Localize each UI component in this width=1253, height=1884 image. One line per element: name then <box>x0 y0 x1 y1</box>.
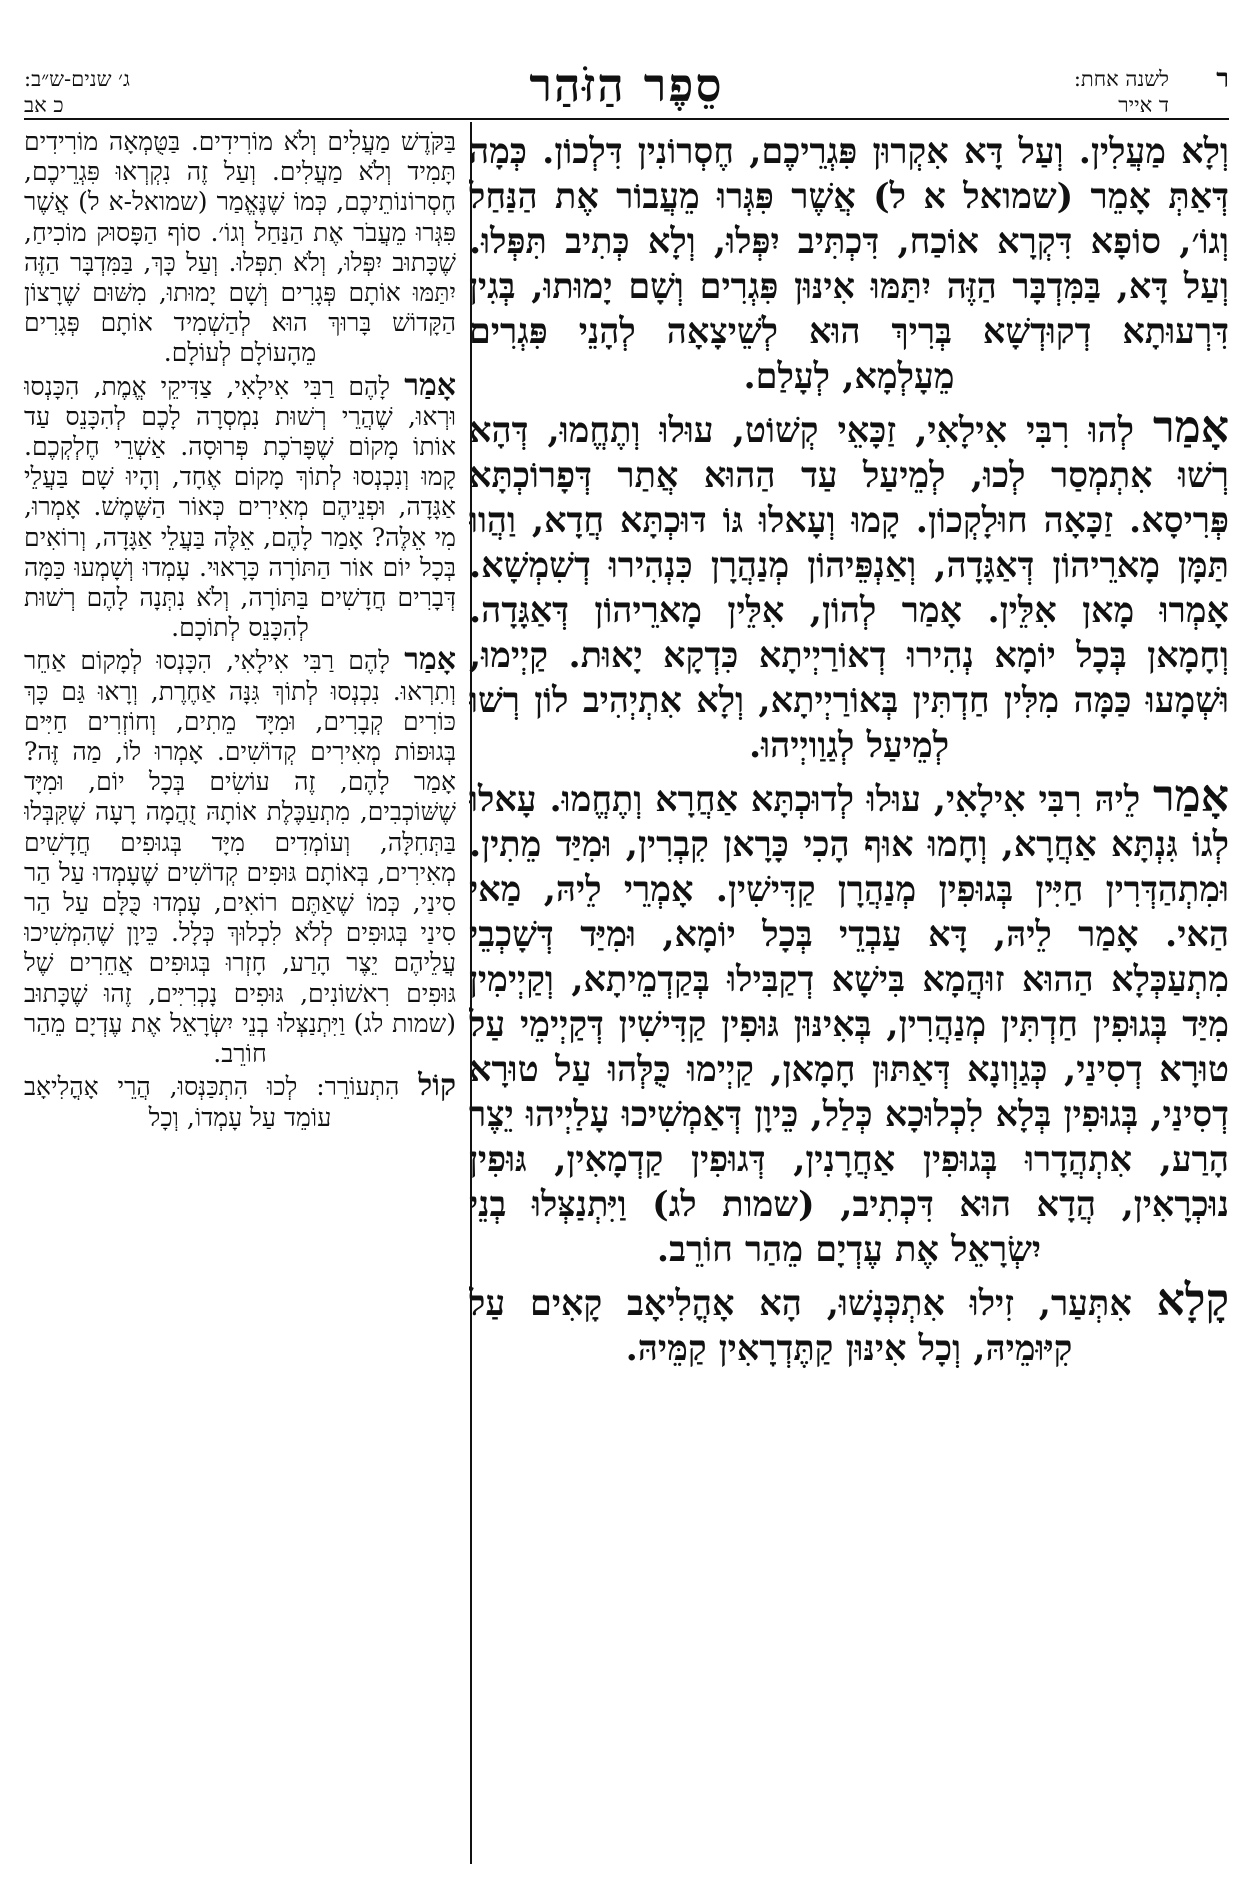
main-paragraph <box>469 402 1229 768</box>
paragraph-text: אִתְּעַר, זִילוּ אִתְכְּנָשׁוּ, הָא אָהֳלִיאָב קָאִים עַל קִיּוּמֵיהּ, וְכָל אִינּוּן קַתֶּדְרָאִין קַמֵּיהּ. <box>469 1283 1132 1369</box>
paragraph-lead-word: קָלָא <box>1156 1275 1229 1326</box>
paragraph-text: הִתְעוֹרֵר: לְכוּ הִתְכַּנְּסוּ, הֲרֵי אָהֳלִיאָב עוֹמֵד עַל עָמְדוֹ, וְכָל <box>24 1072 400 1132</box>
header-rule <box>24 118 1229 120</box>
main-paragraph <box>469 771 1229 1272</box>
side-paragraph <box>24 367 456 644</box>
header-left-line-2: כ אב <box>24 93 64 117</box>
paragraph-lead-word: אָמַר <box>1153 402 1229 453</box>
paragraph-text: וְלָא מַעֲלִין. וְעַל דָּא אִקְרוּן פִּגְרֵיכֶם, חֶסְרוֹנִין דִּלְכוֹן. כְּמָה דְּאַתְּ אָמֵר (שמואל א ל) אֲשֶׁר פִּגְּרוּ מֵעֲבוֹר אֶת הַנַּחַל וְגוֹ׳, סוֹפָא דִּקְרָא אוֹכַח, דִּכְתִּיב יִפְּלוּ, וְלָא כְּתִיב תִּפְּלוּ. וְעַל דָּא, בַּמִּדְבָּר הַזֶּה יִתַּמּוּ אִינּוּן פִּגְרִים וְשָׁם יָמוּתוּ, בְּגִין דִּרְעוּתָא דְקוּדְשָׁא בְּרִיךְ הוּא לְשֵׁיצָאָה לְהָנֵי פִּגְרִים מֵעָלְמָא, לְעָלַם. <box>469 131 1229 397</box>
paragraph-text: לֵיהּ רִבִּי אִילָאִי, עוּלוּ לְדוּכְתָּא אַחֲרָא וְתֶחֱמוּ. עָאלוּ לְגוֹ גִּנְתָּא אַחֲרָא, וְחָמוּ אוּף הָכִי כָּרָאן קִבְרִין, וּמִיַּד מֵתִין. וּמִתְהַדְּרִין חַיִּין בְּגוּפִין מְנַהֲרָן קַדִּישִׁין. אָמְרֵי לֵיהּ, מַאי הַאי. אָמַר לֵיהּ, דָּא עַבְדֵי בְּכָל יוֹמָא, וּמִיַּד דְּשָׁכְבֵי מִתְעַכְּלָא הַהוּא זוּהֲמָא בִּישָׁא דְקַבִּילוּ בְּקַדְמֵיתָא, וְקַיְימִין מִיַּד בְּגוּפִין חַדְתִּין מְנַהֲרִין, בְּאִינּוּן גּוּפִין קַדִּישִׁין דְּקַיְימֵי עַל טוּרָא דְסִינַי, כְּגַוְונָא דְּאַתּוּן חָמָאן, קַיְימוּ כֻּלְּהוּ עַל טוּרָא דְסִינַי, בְּגוּפִין בְּלָא לִכְלוּכָא כְּלַל, כֵּיוָן דְּאַמְשִׁיכוּ עָלַיְיהוּ יֵצֶר הָרַע, אִתְהֲדָרוּ בְּגוּפִין אַחֲרָנִין, דְּגוּפִין קַדְמָאִין, גּוּפִין נוּכְרָאִין, הֲדָא הוּא דִּכְתִיב, (שמות לג) וַיִּתְנַצְּלוּ בְנֵי יִשְׂרָאֵל אֶת עֶדְיָם מֵהַר חוֹרֵב. <box>469 779 1229 1270</box>
page-number: ר <box>1216 64 1229 94</box>
book-title: סֵפֶר הַזֹּהַר <box>529 58 724 112</box>
page-header <box>24 50 1229 136</box>
paragraph-text: לְהוּ רִבִּי אִילָאִי, זַכָּאֵי קְשׁוֹט, עוּלוּ וְתֶחֱמוּ, דְּהָא רְשׁוּ אִתְמְסַר לְכוּ, לְמֵיעַל עַד הַהוּא אֲתַר דְּפָרוֹכְתָּא פְּרִיסָא. זַכָּאָה חוּלָקְכוֹן. קָמוּ וְעָאלוּ גּוֹ דּוּכְתָּא חֲדָא, וַהֲווּ תַּמָּן מָארֵיהוֹן דְּאַגָּדָה, וְאַנְפֵּיהוֹן מְנַהֲרָן כִּנְהִירוּ דְשִׁמְשָׁא. אָמְרוּ מָאן אִלֵּין. אָמַר לְהוֹן, אִלֵּין מָארֵיהוֹן דְּאַגָּדָה. וְחָמָאן בְּכָל יוֹמָא נְהִירוּ דְאוֹרַיְיתָא כִּדְקָא יָאוּת. קַיְימוּ, וּשְׁמָעוּ כַּמָּה מִלִּין חַדְתִּין בְּאוֹרַיְיתָא, וְלָא אִתְיְהִיב לוֹן רְשׁוּ לְמֵיעַל לְגַוַויְיהוּ. <box>469 410 1229 766</box>
paragraph-text: בַּקֹּדֶשׁ מַעֲלִים וְלֹא מוֹרִידִים. בַּטֻּמְאָה מוֹרִידִים תָּמִיד וְלֹא מַעֲלִים. וְעַל זֶה נִקְרְאוּ פִּגְרֵיכֶם, חֶסְרוֹנוֹתֵיכֶם, כְּמוֹ שֶׁנֶּאֱמַר (שמואל-א ל) אֲשֶׁר פִּגְּרוּ מֵעֲבֹר אֶת הַנַּחַל וְגוֹ׳. סוֹף הַפָּסוּק מוֹכִיחַ, שֶׁכָּתוּב יִפְּלוּ, וְלֹא תִפְּלוּ. וְעַל כָּךְ, בַּמִּדְבָּר הַזֶּה יִתַּמּוּ אוֹתָם פְּגָרִים וְשָׁם יָמוּתוּ, מִשּׁוּם שֶׁרָצוֹן הַקָּדוֹשׁ בָּרוּךְ הוּא לְהַשְׁמִיד אוֹתָם פְּגָרִים מֵהָעוֹלָם לְעוֹלָם. <box>24 127 456 368</box>
side-paragraph <box>24 126 456 369</box>
main-paragraph <box>469 1275 1229 1371</box>
header-left-line-1: ג׳ שנים-ש״ב: <box>24 67 130 91</box>
header-right-line-1: לשנה אחת: <box>1073 67 1169 91</box>
side-paragraph <box>24 1068 456 1132</box>
main-paragraph <box>469 126 1229 399</box>
paragraph-lead-word: קוֹל <box>418 1068 456 1104</box>
paragraph-lead-word: אָמַר <box>1153 771 1229 822</box>
paragraph-lead-word: אָמַר <box>404 367 456 403</box>
hebrew-translation-column <box>24 126 456 1866</box>
side-paragraph <box>24 642 456 1069</box>
paragraph-text: לָהֶם רַבִּי אִילָאִי, הִכָּנְסוּ לְמָקוֹם אַחֵר וְתִרְאוּ. נִכְנְסוּ לְתוֹךְ גִּנָּה אַחֶרֶת, וְרָאוּ גַּם כָּךְ כּוֹרִים קְבָרִים, וּמִיָּד מֵתִים, וְחוֹזְרִים חַיִּים בְּגוּפוֹת מְאִירִים קְדוֹשִׁים. אָמְרוּ לוֹ, מַה זֶּה? אָמַר לָהֶם, זֶה עוֹשִׂים בְּכָל יוֹם, וּמִיָּד שֶׁשּׁוֹכְבִים, מִתְעַכֶּלֶת אוֹתָהּ זֻהֲמָה רָעָה שֶׁקִּבְּלוּ בַּתְּחִלָּה, וְעוֹמְדִים מִיָּד בְּגוּפִים חֲדָשִׁים מְאִירִים, בְּאוֹתָם גּוּפִים קְדוֹשִׁים שֶׁעָמְדוּ עַל הַר סִינַי, כְּמוֹ שֶׁאַתֶּם רוֹאִים, עָמְדוּ כֻּלָּם עַל הַר סִינַי בְּגוּפִים לְלֹא לִכְלוּךְ כְּלָל. כֵּיוָן שֶׁהִמְשִׁיכוּ עֲלֵיהֶם יֵצֶר הָרַע, חָזְרוּ בְּגוּפִים אֲחֵרִים שֶׁל גּוּפִים רִאשׁוֹנִים, גּוּפִים נָכְרִיִּים, זֶהוּ שֶׁכָּתוּב (שמות לג) וַיִּתְנַצְּלוּ בְנֵי יִשְׂרָאֵל אֶת עֶדְיָם מֵהַר חוֹרֵב. <box>24 646 456 1069</box>
paragraph-text: לָהֶם רַבִּי אִילָאִי, צַדִּיקֵי אֱמֶת, הִכָּנְסוּ וּרְאוּ, שֶׁהֲרֵי רְשׁוּת נִמְסְרָה לָכֶם לְהִכָּנֵס עַד אוֹתוֹ מָקוֹם שֶׁפָּרֹכֶת פְּרוּסָה. אַשְׁרֵי חֶלְקְכֶם. קָמוּ וְנִכְנְסוּ לְתוֹךְ מָקוֹם אֶחָד, וְהָיוּ שָׁם בַּעֲלֵי אַגָּדָה, וּפְנֵיהֶם מְאִירִים כְּאוֹר הַשֶּׁמֶשׁ. אָמְרוּ, מִי אֵלֶּה? אָמַר לָהֶם, אֵלֶּה בַּעֲלֵי אַגָּדָה, וְרוֹאִים בְּכָל יוֹם אוֹר הַתּוֹרָה כָּרָאוּי. עָמְדוּ וְשָׁמְעוּ כַּמָּה דְּבָרִים חֲדָשִׁים בַּתּוֹרָה, וְלֹא נִתְּנָה לָהֶם רְשׁוּת לְהִכָּנֵס לְתוֹכָם. <box>24 371 456 643</box>
header-left <box>24 66 130 118</box>
aramaic-column <box>469 126 1229 1866</box>
paragraph-lead-word: אָמַר <box>404 642 456 678</box>
header-right-line-2: ד אייר <box>1118 93 1169 117</box>
